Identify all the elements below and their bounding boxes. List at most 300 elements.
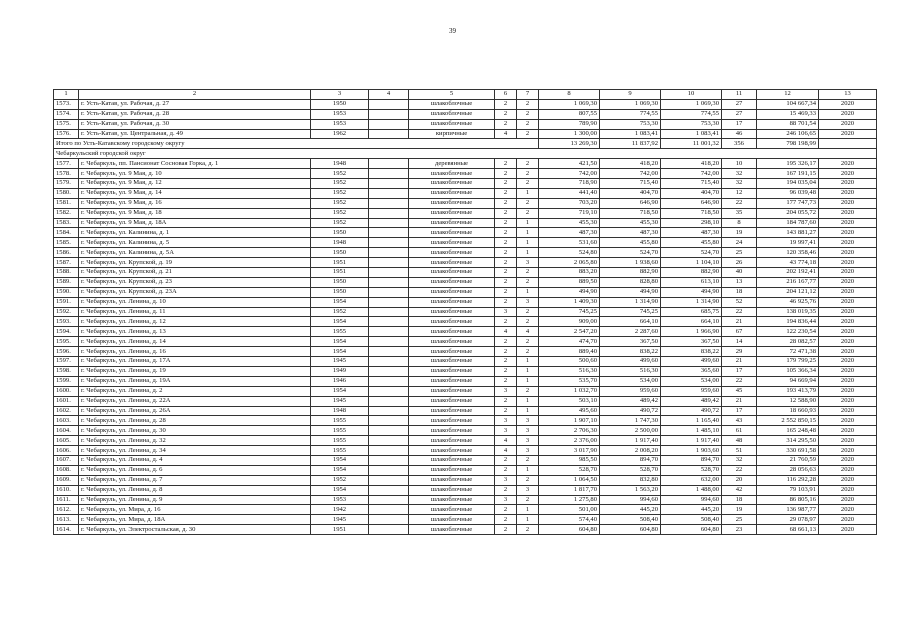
table-cell: 1 314,90 bbox=[661, 297, 722, 307]
table-cell: 27 bbox=[722, 99, 757, 109]
table-cell: 1607. bbox=[54, 455, 79, 465]
table-cell: 2020 bbox=[819, 455, 877, 465]
table-cell: 2 bbox=[495, 505, 517, 515]
table-row bbox=[54, 485, 877, 495]
table-cell: 2 bbox=[517, 455, 539, 465]
table-cell: 2 bbox=[517, 159, 539, 169]
table-cell: 1955 bbox=[311, 327, 369, 337]
table-cell: 143 881,27 bbox=[757, 228, 819, 238]
table-cell: 1 938,60 bbox=[600, 258, 661, 268]
table-cell: 490,72 bbox=[661, 406, 722, 416]
table-cell: 2 bbox=[517, 119, 539, 129]
table-cell: 894,70 bbox=[661, 455, 722, 465]
total-cell: 11 001,32 bbox=[661, 139, 722, 149]
table-cell: 894,70 bbox=[600, 455, 661, 465]
table-cell: г. Чебаркуль, ул. 9 Мая, д. 18 bbox=[79, 208, 311, 218]
table-cell: шлакоблочные bbox=[409, 188, 495, 198]
table-cell: 2 bbox=[495, 455, 517, 465]
table-cell: 2 bbox=[495, 208, 517, 218]
table-cell: 838,22 bbox=[661, 347, 722, 357]
table-cell: 136 987,77 bbox=[757, 505, 819, 515]
table-row bbox=[54, 505, 877, 515]
table-row bbox=[54, 426, 877, 436]
total-label: Итого по Усть-Катавскому городскому округу bbox=[54, 139, 539, 149]
table-cell: 1578. bbox=[54, 169, 79, 179]
table-cell: шлакоблочные bbox=[409, 465, 495, 475]
table-cell: г. Чебаркуль, ул. Ленина, д. 19А bbox=[79, 376, 311, 386]
table-cell: 1952 bbox=[311, 218, 369, 228]
table-row bbox=[54, 317, 877, 327]
table-cell: 604,80 bbox=[661, 525, 722, 535]
table-cell: 1 bbox=[517, 465, 539, 475]
table-cell: 1602. bbox=[54, 406, 79, 416]
table-row bbox=[54, 347, 877, 357]
table-cell: г. Чебаркуль, ул. Калинина, д. 5А bbox=[79, 248, 311, 258]
table-cell: 487,30 bbox=[539, 228, 600, 238]
table-cell: 531,60 bbox=[539, 238, 600, 248]
table-cell: 2 500,00 bbox=[600, 426, 661, 436]
table-row bbox=[54, 198, 877, 208]
table-cell: 120 358,46 bbox=[757, 248, 819, 258]
table-cell: 2020 bbox=[819, 119, 877, 129]
table-cell: 2 bbox=[495, 465, 517, 475]
table-cell: 15 469,33 bbox=[757, 109, 819, 119]
table-cell: 418,20 bbox=[661, 159, 722, 169]
table-cell: 838,22 bbox=[600, 347, 661, 357]
table-cell bbox=[369, 426, 409, 436]
table-cell: 516,30 bbox=[539, 366, 600, 376]
header-cell: 4 bbox=[369, 90, 409, 100]
table-cell: 2020 bbox=[819, 327, 877, 337]
section-title: Чебаркульский городской округ bbox=[54, 149, 877, 159]
table-cell: 1 409,30 bbox=[539, 297, 600, 307]
table-cell: 14 bbox=[722, 337, 757, 347]
page-number: 39 bbox=[449, 27, 456, 35]
table-cell: г. Усть-Катав, ул. Центральная, д. 49 bbox=[79, 129, 311, 139]
table-cell: 1 485,10 bbox=[661, 426, 722, 436]
table-cell: 367,50 bbox=[600, 337, 661, 347]
table-cell: 604,80 bbox=[539, 525, 600, 535]
table-row bbox=[54, 386, 877, 396]
table-cell: 122 230,54 bbox=[757, 327, 819, 337]
table-cell: 1 104,10 bbox=[661, 258, 722, 268]
table-cell: 116 292,28 bbox=[757, 475, 819, 485]
table-cell: г. Чебаркуль, ул. Ленина, д. 17А bbox=[79, 357, 311, 367]
table-cell: 1612. bbox=[54, 505, 79, 515]
table-cell: 1601. bbox=[54, 396, 79, 406]
table-cell: 613,10 bbox=[661, 277, 722, 287]
table-cell: 718,50 bbox=[661, 208, 722, 218]
table-cell: 499,60 bbox=[600, 357, 661, 367]
table-cell: шлакоблочные bbox=[409, 297, 495, 307]
table-cell: 1 917,40 bbox=[600, 436, 661, 446]
table-row bbox=[54, 119, 877, 129]
table-cell: 455,80 bbox=[600, 238, 661, 248]
table-cell bbox=[369, 268, 409, 278]
table-cell bbox=[369, 436, 409, 446]
table-cell: 718,50 bbox=[600, 208, 661, 218]
table-cell bbox=[369, 109, 409, 119]
table-cell bbox=[369, 159, 409, 169]
table-cell: 604,80 bbox=[600, 525, 661, 535]
table-cell: 1 032,70 bbox=[539, 386, 600, 396]
table-cell: 68 661,13 bbox=[757, 525, 819, 535]
table-cell: 2 bbox=[495, 248, 517, 258]
table-cell: шлакоблочные bbox=[409, 347, 495, 357]
table-cell: 2 376,00 bbox=[539, 436, 600, 446]
table-cell: 1610. bbox=[54, 485, 79, 495]
table-cell: 1945 bbox=[311, 396, 369, 406]
table-cell: 1953 bbox=[311, 495, 369, 505]
total-cell: 798 198,99 bbox=[757, 139, 819, 149]
table-cell bbox=[369, 455, 409, 465]
table-cell: 889,50 bbox=[539, 277, 600, 287]
table-cell: 1955 bbox=[311, 436, 369, 446]
table-cell bbox=[369, 386, 409, 396]
table-cell bbox=[369, 495, 409, 505]
table-cell: 35 bbox=[722, 208, 757, 218]
table-cell: 29 078,97 bbox=[757, 515, 819, 525]
table-cell: г. Чебаркуль, ул. Ленина, д. 32 bbox=[79, 436, 311, 446]
table-cell: 2 bbox=[495, 159, 517, 169]
header-cell: 6 bbox=[495, 90, 517, 100]
table-cell: 24 bbox=[722, 238, 757, 248]
table-cell: шлакоблочные bbox=[409, 455, 495, 465]
table-cell: 1609. bbox=[54, 475, 79, 485]
table-cell: 882,90 bbox=[661, 268, 722, 278]
table-cell: 3 bbox=[495, 386, 517, 396]
table-cell: шлакоблочные bbox=[409, 426, 495, 436]
table-cell: 2020 bbox=[819, 208, 877, 218]
table-cell: г. Чебаркуль, ул. Ленина, д. 12 bbox=[79, 317, 311, 327]
table-cell: шлакоблочные bbox=[409, 525, 495, 535]
table-cell: 719,10 bbox=[539, 208, 600, 218]
table-cell: 1 907,10 bbox=[539, 416, 600, 426]
table-cell bbox=[369, 208, 409, 218]
table-cell: 67 bbox=[722, 327, 757, 337]
table-cell: 1951 bbox=[311, 258, 369, 268]
table-cell: 1592. bbox=[54, 307, 79, 317]
table-cell: г. Чебаркуль, ул. 9 Мая, д. 12 bbox=[79, 179, 311, 189]
table-cell: 1954 bbox=[311, 485, 369, 495]
header-cell: 12 bbox=[757, 90, 819, 100]
table-cell: 3 bbox=[517, 446, 539, 456]
table-cell bbox=[369, 347, 409, 357]
table-cell: 1590. bbox=[54, 287, 79, 297]
table-row bbox=[54, 179, 877, 189]
table-cell: 1955 bbox=[311, 426, 369, 436]
table-cell: 2020 bbox=[819, 307, 877, 317]
table-cell: 2020 bbox=[819, 228, 877, 238]
table-cell: 2020 bbox=[819, 317, 877, 327]
table-cell: 194 836,44 bbox=[757, 317, 819, 327]
table-row bbox=[54, 396, 877, 406]
table-row bbox=[54, 327, 877, 337]
table-cell: 2 bbox=[517, 347, 539, 357]
table-cell: 2020 bbox=[819, 366, 877, 376]
table-cell: 1 069,30 bbox=[600, 99, 661, 109]
table-cell: шлакоблочные bbox=[409, 268, 495, 278]
table-cell bbox=[369, 465, 409, 475]
table-cell: 1954 bbox=[311, 465, 369, 475]
table-cell: 1948 bbox=[311, 159, 369, 169]
table-cell: 2020 bbox=[819, 337, 877, 347]
table-cell: 18 bbox=[722, 287, 757, 297]
table-cell: 2020 bbox=[819, 525, 877, 535]
table-cell: 79 103,91 bbox=[757, 485, 819, 495]
table-cell: 528,70 bbox=[661, 465, 722, 475]
table-cell: 2 bbox=[495, 515, 517, 525]
table-cell: 2 bbox=[495, 258, 517, 268]
table-cell: 703,20 bbox=[539, 198, 600, 208]
table-cell: 2 bbox=[495, 179, 517, 189]
table-cell: 2020 bbox=[819, 297, 877, 307]
table-cell: 1 917,40 bbox=[661, 436, 722, 446]
table-cell: 165 248,48 bbox=[757, 426, 819, 436]
table-cell: 1597. bbox=[54, 357, 79, 367]
table-cell: 500,60 bbox=[539, 357, 600, 367]
table-cell: 2 bbox=[517, 307, 539, 317]
table-cell: 193 413,79 bbox=[757, 386, 819, 396]
table-cell: шлакоблочные bbox=[409, 327, 495, 337]
table-cell: 742,00 bbox=[661, 169, 722, 179]
table-cell: 494,90 bbox=[661, 287, 722, 297]
table-cell bbox=[369, 416, 409, 426]
table-cell: 1951 bbox=[311, 525, 369, 535]
table-cell: 1591. bbox=[54, 297, 79, 307]
table-cell: 646,90 bbox=[600, 198, 661, 208]
table-cell: 1 bbox=[517, 366, 539, 376]
table-row bbox=[54, 376, 877, 386]
table-cell: г. Усть-Катав, ул. Рабочая, д. 27 bbox=[79, 99, 311, 109]
table-cell: 10 bbox=[722, 159, 757, 169]
table-cell: 94 669,94 bbox=[757, 376, 819, 386]
table-cell: г. Чебаркуль, ул. 9 Мая, д. 18А bbox=[79, 218, 311, 228]
table-row bbox=[54, 169, 877, 179]
table-cell: 2 bbox=[495, 525, 517, 535]
table-cell: 445,20 bbox=[661, 505, 722, 515]
table-cell: 1598. bbox=[54, 366, 79, 376]
table-cell: 1955 bbox=[311, 446, 369, 456]
table-cell: г. Чебаркуль, ул. Ленина, д. 26А bbox=[79, 406, 311, 416]
table-cell: 19 bbox=[722, 505, 757, 515]
table-cell: 1955 bbox=[311, 416, 369, 426]
table-cell: 3 bbox=[517, 416, 539, 426]
table-cell: 2 552 850,15 bbox=[757, 416, 819, 426]
table-cell: 202 192,41 bbox=[757, 268, 819, 278]
table-cell: 534,00 bbox=[661, 376, 722, 386]
table-cell: г. Усть-Катав, ул. Рабочая, д. 28 bbox=[79, 109, 311, 119]
table-cell: г. Чебаркуль, ул. Ленина, д. 30 bbox=[79, 426, 311, 436]
table-row bbox=[54, 307, 877, 317]
table-cell: г. Чебаркуль, ул. Ленина, д. 4 bbox=[79, 455, 311, 465]
table-cell: 184 787,60 bbox=[757, 218, 819, 228]
table-cell: 2 bbox=[495, 119, 517, 129]
table-cell: 685,75 bbox=[661, 307, 722, 317]
table-cell: шлакоблочные bbox=[409, 248, 495, 258]
table-cell: 216 167,77 bbox=[757, 277, 819, 287]
table-cell: 88 701,54 bbox=[757, 119, 819, 129]
table-cell: 3 bbox=[517, 297, 539, 307]
table-cell: 367,50 bbox=[661, 337, 722, 347]
table-cell: 1942 bbox=[311, 505, 369, 515]
table-cell: 43 774,18 bbox=[757, 258, 819, 268]
table-cell: 2020 bbox=[819, 436, 877, 446]
table-cell: шлакоблочные bbox=[409, 287, 495, 297]
table-cell: г. Чебаркуль, ул. Мира, д. 16 bbox=[79, 505, 311, 515]
table-cell: 1606. bbox=[54, 446, 79, 456]
table-cell: 2020 bbox=[819, 406, 877, 416]
table-cell: 29 bbox=[722, 347, 757, 357]
table-cell: 535,70 bbox=[539, 376, 600, 386]
table-cell: 2020 bbox=[819, 159, 877, 169]
table-cell: 501,00 bbox=[539, 505, 600, 515]
table-cell: 2 bbox=[517, 198, 539, 208]
table-cell: 2020 bbox=[819, 347, 877, 357]
table-cell: 1580. bbox=[54, 188, 79, 198]
table-cell: 1954 bbox=[311, 297, 369, 307]
table-cell: 994,60 bbox=[661, 495, 722, 505]
table-cell: шлакоблочные bbox=[409, 109, 495, 119]
table-cell: 1600. bbox=[54, 386, 79, 396]
table-cell: 494,90 bbox=[539, 287, 600, 297]
table-cell: 516,30 bbox=[600, 366, 661, 376]
table-cell: 19 997,41 bbox=[757, 238, 819, 248]
table-cell: 2020 bbox=[819, 179, 877, 189]
table-cell: 18 660,93 bbox=[757, 406, 819, 416]
table-cell bbox=[369, 258, 409, 268]
total-cell bbox=[819, 139, 877, 149]
table-cell: 25 bbox=[722, 248, 757, 258]
table-cell: 2020 bbox=[819, 188, 877, 198]
table-cell: 2020 bbox=[819, 109, 877, 119]
table-cell: 574,40 bbox=[539, 515, 600, 525]
table-cell: 832,80 bbox=[600, 475, 661, 485]
table-cell bbox=[369, 287, 409, 297]
table-cell: 490,72 bbox=[600, 406, 661, 416]
table-cell: 365,60 bbox=[661, 366, 722, 376]
table-cell: 534,00 bbox=[600, 376, 661, 386]
table-cell: 2 bbox=[517, 179, 539, 189]
table-cell: 3 bbox=[495, 475, 517, 485]
table-cell: 1575. bbox=[54, 119, 79, 129]
table-cell: шлакоблочные bbox=[409, 446, 495, 456]
table-cell: 1576. bbox=[54, 129, 79, 139]
table-cell: г. Чебаркуль, ул. Ленина, д. 2 bbox=[79, 386, 311, 396]
table-cell: 1 bbox=[517, 287, 539, 297]
table-cell: 1954 bbox=[311, 317, 369, 327]
table-cell: 22 bbox=[722, 198, 757, 208]
table-cell: 445,20 bbox=[600, 505, 661, 515]
table-row bbox=[54, 208, 877, 218]
total-cell: 13 269,30 bbox=[539, 139, 600, 149]
table-row bbox=[54, 268, 877, 278]
table-cell: 194 035,04 bbox=[757, 179, 819, 189]
table-cell: 2020 bbox=[819, 446, 877, 456]
table-cell: 2020 bbox=[819, 465, 877, 475]
table-cell: 1 bbox=[517, 515, 539, 525]
table-row bbox=[54, 357, 877, 367]
table-cell: г. Чебаркуль, ул. Ленина, д. 34 bbox=[79, 446, 311, 456]
table-cell: г. Чебаркуль, ул. 9 Мая, д. 10 bbox=[79, 169, 311, 179]
table-cell: 2 706,30 bbox=[539, 426, 600, 436]
table-cell: 2 bbox=[517, 109, 539, 119]
table-cell: 2020 bbox=[819, 169, 877, 179]
table-cell: 745,25 bbox=[539, 307, 600, 317]
table-cell: 632,00 bbox=[661, 475, 722, 485]
table-row bbox=[54, 475, 877, 485]
table-cell: шлакоблочные bbox=[409, 406, 495, 416]
table-cell: 2 bbox=[495, 188, 517, 198]
table-cell: 1 314,90 bbox=[600, 297, 661, 307]
table-cell: шлакоблочные bbox=[409, 495, 495, 505]
table-cell: 774,55 bbox=[600, 109, 661, 119]
table-cell: 455,30 bbox=[600, 218, 661, 228]
header-cell: 8 bbox=[539, 90, 600, 100]
table-cell: 1 064,50 bbox=[539, 475, 600, 485]
table-cell: 441,40 bbox=[539, 188, 600, 198]
table-cell: 1 069,30 bbox=[539, 99, 600, 109]
table-cell: 2 bbox=[495, 337, 517, 347]
table-cell: 40 bbox=[722, 268, 757, 278]
table-cell: 18 bbox=[722, 495, 757, 505]
table-cell bbox=[369, 297, 409, 307]
table-cell: 1577. bbox=[54, 159, 79, 169]
table-cell: 1613. bbox=[54, 515, 79, 525]
table-cell: 1946 bbox=[311, 376, 369, 386]
table-cell: 789,90 bbox=[539, 119, 600, 129]
table-cell: 2 bbox=[495, 99, 517, 109]
table-cell: шлакоблочные bbox=[409, 337, 495, 347]
table-cell: 1 bbox=[517, 376, 539, 386]
table-cell: 828,80 bbox=[600, 277, 661, 287]
table-cell: 2 bbox=[495, 406, 517, 416]
table-cell: г. Чебаркуль, ул. Калинина, д. 5 bbox=[79, 238, 311, 248]
table-cell: 1954 bbox=[311, 455, 369, 465]
table-cell: 1 bbox=[517, 396, 539, 406]
table-cell: 889,40 bbox=[539, 347, 600, 357]
header-cell: 13 bbox=[819, 90, 877, 100]
table-row bbox=[54, 416, 877, 426]
table-cell: 2 bbox=[517, 277, 539, 287]
table-cell: 959,60 bbox=[600, 386, 661, 396]
table-cell bbox=[369, 376, 409, 386]
table-cell bbox=[369, 218, 409, 228]
table-cell: 2 bbox=[495, 169, 517, 179]
table-cell: 2 bbox=[495, 396, 517, 406]
table-cell: 2020 bbox=[819, 268, 877, 278]
table-cell: 2 bbox=[495, 366, 517, 376]
table-cell: 487,30 bbox=[661, 228, 722, 238]
table-cell: г. Чебаркуль, ул. Крупской, д. 23А bbox=[79, 287, 311, 297]
total-cell: 356 bbox=[722, 139, 757, 149]
table-cell: 489,42 bbox=[661, 396, 722, 406]
table-cell: 52 bbox=[722, 297, 757, 307]
table-cell: 22 bbox=[722, 376, 757, 386]
table-cell bbox=[369, 317, 409, 327]
table-cell: 1 069,30 bbox=[661, 99, 722, 109]
table-cell: 2020 bbox=[819, 357, 877, 367]
table-cell: 177 747,73 bbox=[757, 198, 819, 208]
table-cell: 3 bbox=[495, 426, 517, 436]
table-cell: 718,90 bbox=[539, 179, 600, 189]
table-row bbox=[54, 277, 877, 287]
table-cell: 96 039,48 bbox=[757, 188, 819, 198]
table-row bbox=[54, 446, 877, 456]
table-cell: 487,30 bbox=[600, 228, 661, 238]
table-cell: 489,42 bbox=[600, 396, 661, 406]
table-cell: 1594. bbox=[54, 327, 79, 337]
